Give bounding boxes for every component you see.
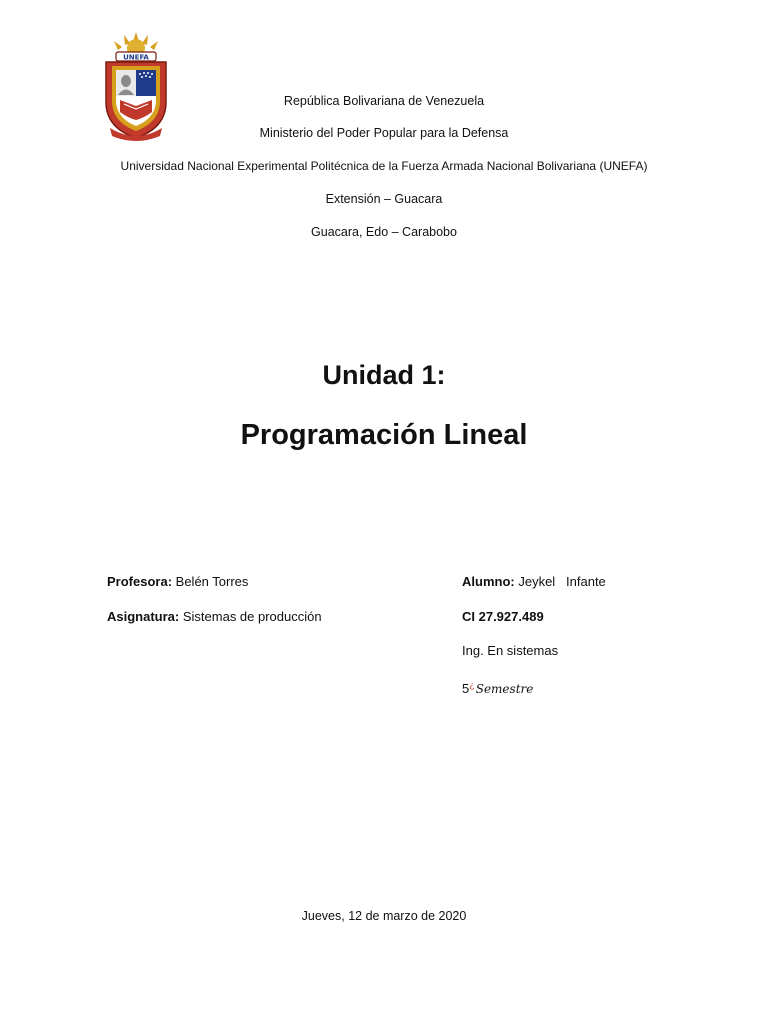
- unit-title: Unidad 1:: [322, 360, 446, 390]
- alumno-field: [462, 573, 606, 591]
- document-date: Jueves, 12 de marzo de 2020: [301, 909, 467, 923]
- asignatura-value: Sistemas de producción: [182, 609, 322, 624]
- header-university: Universidad Nacional Experimental Politécnica de la Fuerza Armada Nacional Bolivariana (UNEFA): [120, 159, 648, 173]
- ci-field: [462, 608, 544, 626]
- header-ministry: Ministerio del Poder Popular para la Defensa: [259, 126, 509, 140]
- alumno-value: Jeykel Infante: [518, 574, 606, 589]
- profesora-value: Belén Torres: [175, 574, 249, 589]
- carrera-value: Ing. En sistemas: [462, 643, 559, 658]
- carrera-field: [462, 642, 558, 660]
- header-location: Guacara, Edo – Carabobo: [311, 225, 457, 239]
- alumno-label: Alumno:: [462, 574, 515, 589]
- semestre-superscript: ¿: [469, 680, 475, 690]
- semestre-number: 5: [462, 681, 470, 696]
- profesora-field: [107, 573, 248, 591]
- logo-text: UNEFA: [123, 53, 149, 62]
- ci-value: CI 27.927.489: [462, 609, 544, 624]
- header-country: República Bolivariana de Venezuela: [283, 94, 485, 108]
- header-extension: Extensión – Guacara: [325, 192, 443, 206]
- semestre-field: [462, 676, 533, 698]
- asignatura-field: [107, 608, 322, 626]
- semestre-text: Semestre: [475, 682, 534, 696]
- asignatura-label: Asignatura:: [107, 609, 180, 624]
- page-title: Programación Lineal: [240, 419, 528, 451]
- profesora-label: Profesora:: [107, 574, 173, 589]
